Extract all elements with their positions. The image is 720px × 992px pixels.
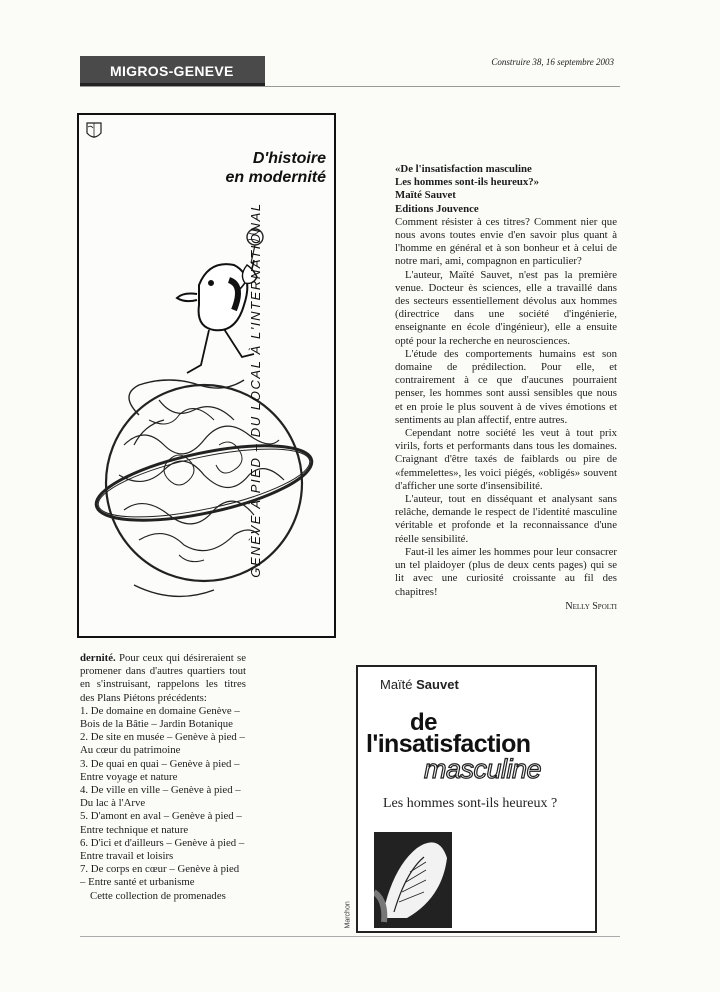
walking-guide-article [80,652,246,903]
heading-line: Editions Jouvence [395,202,479,215]
review-paragraph: L'auteur, Maïté Sauvet, n'est pas la première venue. Docteur ès sciences, elle a travaillé dans des secteurs essentiellement dévolus aux hommes (directrice dans une société d'ingénierie, enseignante en école d'ingénieur), elle a ensuite opté pour la recherche en neurosciences. [395,268,617,347]
illustration-title-line1: D'histoire [252,150,326,167]
book-title-de: de [410,709,438,736]
book-author-first: Maïté [380,677,413,692]
review-paragraph: Comment résister à ces titres? Comment nier que nous avons toutes envie d'en savoir plus quant à l'homme en général et à son bonheur et à celui de notre mari, ami, compagnon en particulier? [395,215,617,268]
illustration-title [176,149,326,187]
illustration-box [77,113,336,638]
review-paragraph: Cependant notre société les veut à tout prix virils, forts et performants dans tous les domaines. Craignant d'être taxés de faiblards ou pire de «femmelettes», les voici piégés, «obligés» souvent d'afficher une sorte d'insensibilité. [395,427,617,492]
list-item: 2. De site en musée – Genève à pied – Au cœur du patrimoine [80,731,245,757]
book-cover-artwork [374,832,452,932]
book-title-masculine: masculine [424,754,542,784]
review-heading [395,163,617,216]
list-item: 1. De domaine en domaine Genève – Bois de la Bâtie – Jardin Botanique [80,704,240,731]
heading-line: Maïté Sauvet [395,189,456,202]
header-rule [80,86,620,87]
lead-text: Pour ceux qui désireraient se promener dans d'autres quartiers tout en s'instruisant, rappelons les titres des Plans Piétons précédents: [80,652,246,704]
list-item: 7. De corps en cœur – Genève à pied – Entre santé et urbanisme [80,863,240,889]
walking-character [177,260,257,373]
book-credit: Marchon [344,901,352,929]
lead-paragraph [80,652,246,705]
heading-line: «De l'insatisfaction masculine [395,163,532,175]
list-item: 5. D'amont en aval – Genève à pied – Entre technique et nature [80,810,242,836]
cartoon-illustration [79,115,336,638]
review-paragraph: Faut-il les aimer les hommes pour leur consacrer un tel plaidoyer (plus de deux cents pages) qui se lit avec une curiosité croissante au fil des chapitres! [395,545,617,598]
book-title-main: l'insatisfaction [366,730,531,758]
review-paragraph: L'auteur, tout en disséquant et analysant sans relâche, demande le respect de l'identité masculine véritable et profonde et la reconnaissance d'une réelle sensibilité. [395,493,617,545]
bottom-rule [80,936,620,937]
lead-bold-word: dernité. [80,652,116,664]
author-signature: Nelly Spolti [565,600,617,612]
geneva-crest-icon [87,123,101,138]
book-author-last: Sauvet [416,677,459,692]
book-author [380,677,459,692]
vertical-caption: GENÈVE À PIED – DU LOCAL À L'INTERNATIONAL [248,202,263,578]
section-header-band: MIGROS-GENEVE [80,56,265,86]
tangled-globe [90,385,318,596]
review-paragraph: L'étude des comportements humains est son domaine de prédilection. Pour elle, et contrairement à ce que d'aucunes pourraient penser, les hommes sont aussi sensibles que nous et en proie le plus souvent à de vives émotions et sentiments au plan affectif, entre autres. [395,347,617,426]
illustration-title-line2: en modernité [225,169,326,186]
publication-line: Construire 38, 16 septembre 2003 [491,57,614,67]
book-subtitle: Les hommes sont-ils heureux ? [383,796,558,811]
heading-line: Les hommes sont-ils heureux?» [395,176,540,189]
review-article [395,163,617,613]
closing-line: Cette collection de promenades [90,889,226,902]
list-item: 6. D'ici et d'ailleurs – Genève à pied – Entre travail et loisirs [80,836,245,863]
list-item: 4. De ville en ville – Genève à pied – Du lac à l'Arve [80,784,241,810]
list-item: 3. De quai en quai – Genève à pied – Entre voyage et nature [80,757,240,783]
